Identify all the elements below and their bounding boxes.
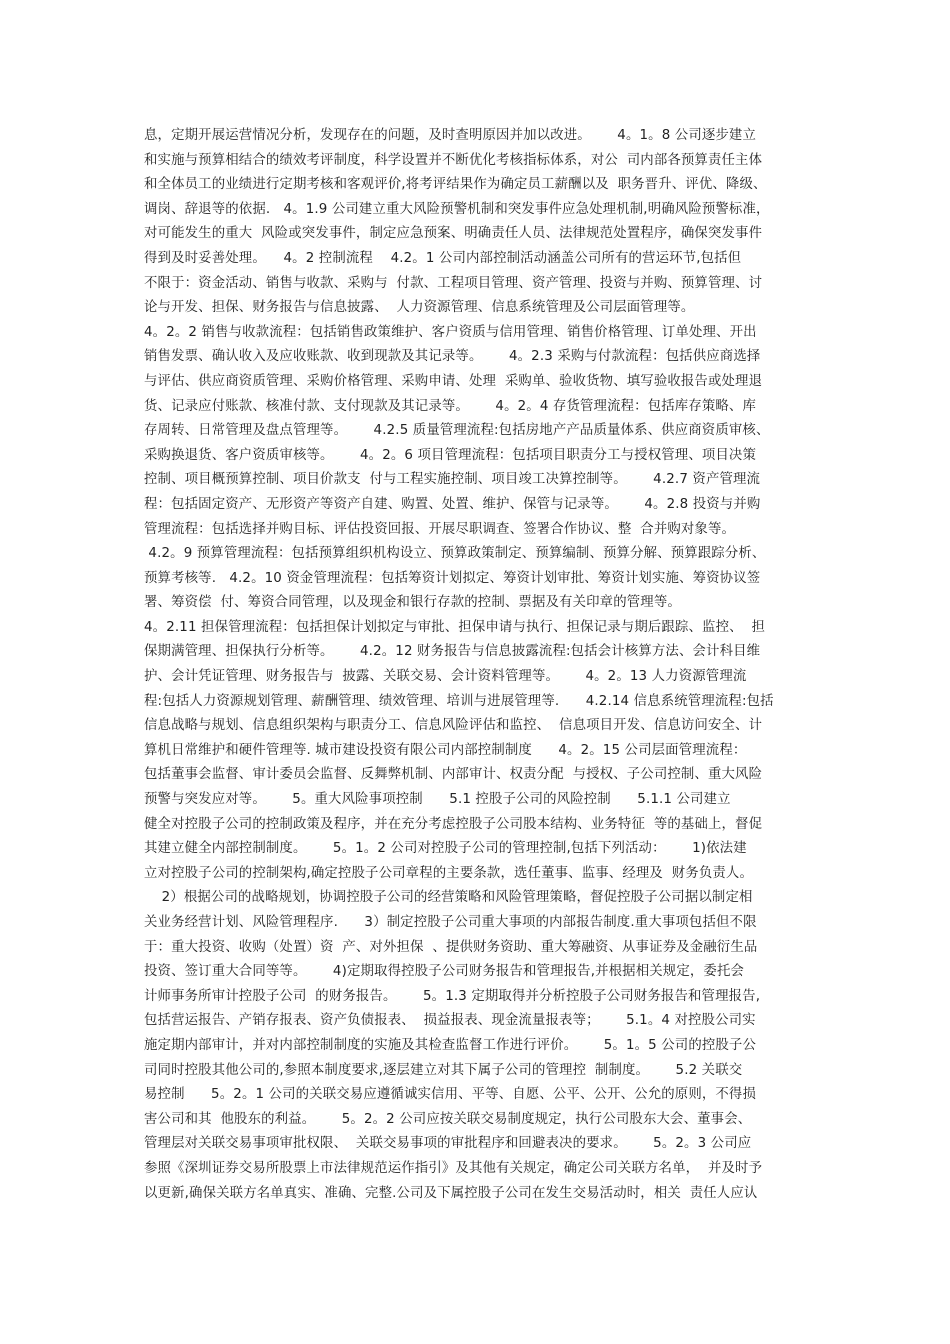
text-line: 4。2.11 担保管理流程：包括担保计划拟定与审批、担保申请与执行、担保记录与期后跟踪、监控、 担	[144, 619, 766, 635]
text-line: 立对控股子公司的控制架构,确定控股子公司章程的主要条款，选任董事、监事、经理及 财务负责人。	[144, 865, 754, 881]
text-line: 货、记录应付账款、核准付款、支付现款及其记录等。 4。2。4 存货管理流程：包括库存策略、库	[144, 398, 757, 414]
text-line: 论与开发、担保、财务报告与信息披露、 人力资源管理、信息系统管理及公司层面管理等。	[144, 300, 695, 316]
text-line: 销售发票、确认收入及应收账款、收到现款及其记录等。 4。2.3 采购与付款流程：包括供应商选择	[144, 349, 761, 365]
text-line: 2）根据公司的战略规划，协调控股子公司的经营策略和风险管理策略，督促控股子公司据以制定相	[144, 890, 753, 906]
text-line: 司同时控股其他公司的,参照本制度要求,逐层建立对其下属子公司的管理控 制制度。 5.2 关联交	[144, 1062, 743, 1078]
text-line: 易控制 5。2。1 公司的关联交易应遵循诚实信用、平等、自愿、公平、公开、公允的原则，不得损	[144, 1087, 757, 1103]
text-line: 和全体员工的业绩进行定期考核和客观评价,将考评结果作为确定员工薪酬以及 职务晋升、评优、降级、	[144, 177, 767, 193]
text-line: 以更新,确保关联方名单真实、准确、完整.公司及下属控股子公司在发生交易活动时，相关 责任人应认	[144, 1185, 758, 1201]
text-line: 投资、签订重大合同等等。 4)定期取得控股子公司财务报告和管理报告,并根据相关规定，委托会	[144, 964, 745, 980]
text-line: 与评估、供应商资质管理、采购价格管理、采购申请、处理 采购单、验收货物、填写验收报告或处理退	[144, 373, 763, 389]
text-line: 参照《深圳证券交易所股票上市法律规范运作指引》及其他有关规定，确定公司关联方名单， 并及时予	[144, 1160, 763, 1176]
text-line: 采购换退货、客户资质审核等。 4。2。6 项目管理流程：包括项目职责分工与授权管理、项目决策	[144, 447, 757, 463]
text-line: 不限于：资金活动、销售与收款、采购与 付款、工程项目管理、资产管理、投资与并购、预算管理、讨	[144, 275, 763, 291]
text-line: 息，定期开展运营情况分析，发现存在的问题，及时查明原因并加以改进。 4。1。8 公司逐步建立	[144, 128, 757, 143]
text-line: 得到及时妥善处理。 4。2 控制流程 4.2。1 公司内部控制活动涵盖公司所有的营运环节,包括但	[144, 250, 742, 266]
text-line: 害公司和其 他股东的利益。 5。2。2 公司应按关联交易制度规定，执行公司股东大会、董事会、	[144, 1111, 752, 1127]
text-line: 管理流程：包括选择并购目标、评估投资回报、开展尽职调查、签署合作协议、整 合并购对象等。	[144, 521, 736, 537]
text-line: 调岗、辞退等的依据. 4。1.9 公司建立重大风险预警机制和突发事件应急处理机制,明确风险预警标准，	[144, 201, 770, 217]
text-line: 施定期内部审计，并对内部控制制度的实施及其检查监督工作进行评价。 5。1。5 公司的控股子公	[144, 1037, 757, 1053]
text-line: 存周转、日常管理及盘点管理等。 4.2.5 质量管理流程:包括房地产产品质量体系、供应商资质审核、	[144, 423, 770, 439]
text-line: 包括营运报告、产销存报表、资产负债报表、 损益报表、现金流量报表等； 5.1。4 对控股公司实	[144, 1013, 756, 1029]
text-line: 管理层对关联交易事项审批权限、 关联交易事项的审批程序和回避表决的要求。 5。2。3 公司应	[144, 1136, 752, 1152]
text-line: 对可能发生的重大 风险或突发事件，制定应急预案、明确责任人员、法律规范处置程序，确保突发事件	[144, 226, 763, 242]
text-line: 信息战略与规划、信息组织架构与职责分工、信息风险评估和监控、 信息项目开发、信息访问安全、计	[144, 718, 763, 734]
text-line: 算机日常维护和硬件管理等. 城市建设投资有限公司内部控制制度 4。2。15 公司层面管理流程：	[144, 742, 747, 758]
text-line: 预警与突发应对等。 5。重大风险事项控制 5.1 控股子公司的风险控制 5.1.1 公司建立	[144, 792, 731, 808]
text-line: 包括董事会监督、审计委员会监督、反舞弊机制、内部审计、权责分配 与授权、子公司控制、重大风险	[144, 767, 763, 783]
text-line: 于：重大投资、收购（处置）资 产、对外担保 、提供财务资助、重大筹融资、从事证券及金融衍生品	[144, 939, 758, 955]
text-line: 保期满管理、担保执行分析等。 4.2。12 财务报告与信息披露流程:包括会计核算方法、会计科目维	[144, 644, 761, 660]
text-line: 和实施与预算相结合的绩效考评制度，科学设置并不断优化考核指标体系，对公 司内部各预算责任主体	[144, 152, 763, 168]
text-line: 预算考核等. 4.2。10 资金管理流程：包括筹资计划拟定、筹资计划审批、筹资计划实施、筹资协议签	[144, 570, 761, 586]
text-line: 程：包括固定资产、无形资产等资产自建、购置、处置、维护、保管与记录等。 4。2.8 投资与并购	[144, 496, 761, 512]
text-line: 程:包括人力资源规划管理、薪酬管理、绩效管理、培训与进展管理等. 4.2.14 信息系统管理流程:包括	[144, 693, 774, 709]
text-line: 署、筹资偿 付、筹资合同管理，以及现金和银行存款的控制、票据及有关印章的管理等。	[144, 595, 681, 611]
text-line: 控制、项目概预算控制、项目价款支 付与工程实施控制、项目竣工决算控制等。 4.2.7 资产管理流	[144, 472, 761, 488]
text-line: 4。2。2 销售与收款流程：包括销售政策维护、客户资质与信用管理、销售价格管理、订单处理、开出	[144, 324, 757, 340]
text-line: 关业务经营计划、风险管理程序. 3）制定控股子公司重大事项的内部报告制度.重大事项包括但不限	[144, 915, 757, 930]
body-text	[144, 124, 816, 1206]
text-line: 4.2。9 预算管理流程：包括预算组织机构设立、预算政策制定、预算编制、预算分解、预算跟踪分析、	[144, 546, 766, 562]
text-line: 护、会计凭证管理、财务报告与 披露、关联交易、会计资料管理等。 4。2。13 人力资源管理流	[144, 669, 747, 685]
text-line: 健全对控股子公司的控制政策及程序，并在充分考虑控股子公司股本结构、业务特征 等的基础上，督促	[144, 816, 763, 832]
text-line: 计师事务所审计控股子公司 的财务报告。 5。1.3 定期取得并分析控股子公司财务报告和管理报告,	[144, 988, 761, 1004]
text-line: 其建立健全内部控制制度。 5。1。2 公司对控股子公司的管理控制,包括下列活动： 1)依法建	[144, 841, 747, 857]
